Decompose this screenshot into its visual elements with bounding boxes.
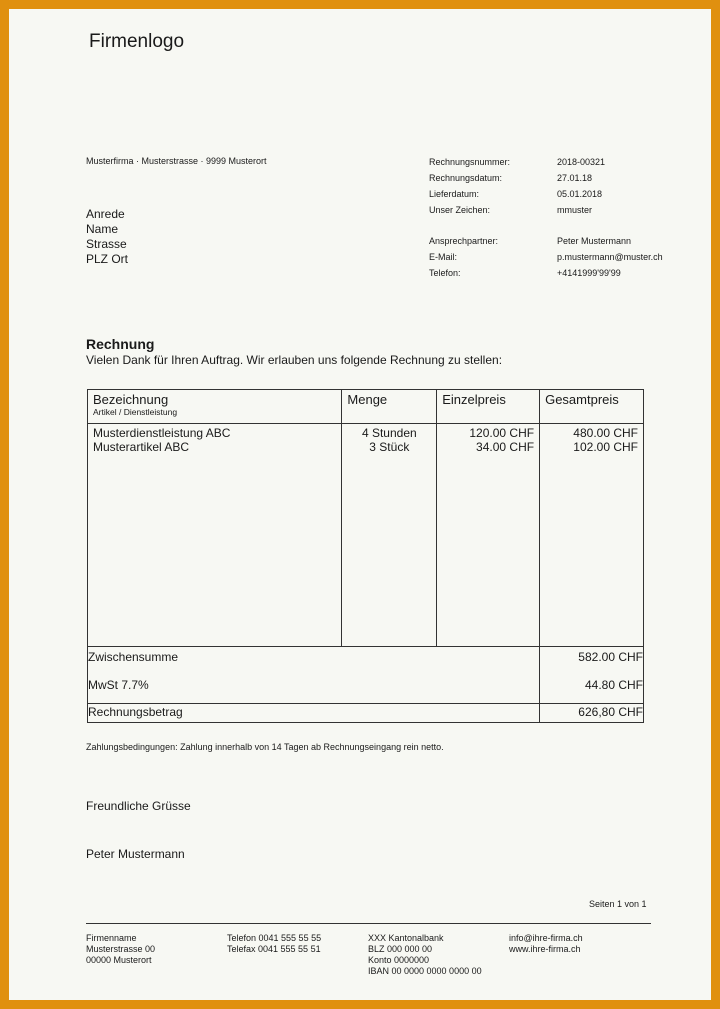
subtotal-values bbox=[540, 647, 644, 704]
total-column bbox=[540, 424, 644, 647]
table-body-row bbox=[88, 424, 644, 647]
grand-total-row bbox=[88, 704, 644, 723]
invoice-items-table bbox=[87, 389, 644, 723]
recipient-line: Anrede bbox=[86, 207, 125, 221]
invoice-intro: Vielen Dank für Ihren Auftrag. Wir erlauben uns folgende Rechnung zu stellen: bbox=[86, 353, 503, 367]
recipient-line: PLZ Ort bbox=[86, 252, 129, 266]
item-description: Musterdienstleistung ABC bbox=[93, 426, 231, 440]
subtotal-value: 582.00 CHF bbox=[578, 650, 643, 664]
footer-email-link[interactable]: info@ihre-firma.ch bbox=[509, 933, 583, 943]
header-description: Bezeichnung Artikel / Dienstleistung bbox=[88, 390, 342, 424]
footer-company: Firmenname Musterstrasse 00 00000 Musterort bbox=[86, 933, 156, 965]
footer-phone: Telefon 0041 555 55 55 Telefax 0041 555 55 51 bbox=[227, 933, 322, 954]
table-header-row bbox=[88, 390, 644, 424]
quantity-column bbox=[342, 424, 437, 647]
item-description: Musterartikel ABC bbox=[93, 440, 190, 454]
vat-value: 44.80 CHF bbox=[584, 678, 643, 692]
footer-website-link[interactable]: www.ihre-firma.ch bbox=[509, 944, 581, 954]
footer-divider bbox=[86, 923, 651, 924]
item-quantity: 4 Stunden bbox=[361, 426, 417, 440]
footer-bank: XXX Kantonalbank BLZ 000 000 00 Konto 0000000 IBAN 00 0000 0000 0000 00 bbox=[368, 933, 482, 976]
item-unit-price: 120.00 CHF bbox=[469, 426, 535, 440]
item-total: 480.00 CHF bbox=[573, 426, 638, 440]
subtotal-label: Zwischensumme bbox=[88, 650, 179, 664]
header-quantity: Menge bbox=[342, 390, 437, 424]
subtotal-labels bbox=[88, 647, 540, 704]
description-column bbox=[88, 424, 342, 647]
company-logo-text: Firmenlogo bbox=[89, 31, 185, 52]
signer-name: Peter Mustermann bbox=[86, 847, 185, 861]
recipient-line: Name bbox=[86, 222, 119, 236]
item-unit-price: 34.00 CHF bbox=[476, 440, 535, 454]
header-total: Gesamtpreis bbox=[540, 390, 644, 424]
grand-total-label: Rechnungsbetrag bbox=[88, 704, 540, 723]
footer-contact bbox=[509, 933, 583, 955]
subtotal-row bbox=[88, 647, 644, 704]
recipient-address bbox=[86, 207, 128, 267]
unit-price-column bbox=[437, 424, 540, 647]
header-unit-price: Einzelpreis bbox=[437, 390, 540, 424]
item-quantity: 3 Stück bbox=[369, 440, 410, 454]
recipient-line: Strasse bbox=[86, 237, 127, 251]
sender-line: Musterfirma · Musterstrasse · 9999 Musterort bbox=[86, 156, 267, 166]
page-number: Seiten 1 von 1 bbox=[589, 899, 647, 909]
invoice-title: Rechnung bbox=[86, 336, 155, 352]
closing-greeting: Freundliche Grüsse bbox=[86, 799, 191, 813]
grand-total-value: 626,80 CHF bbox=[540, 704, 644, 723]
payment-terms: Zahlungsbedingungen: Zahlung innerhalb von 14 Tagen ab Rechnungseingang rein netto. bbox=[86, 742, 444, 752]
item-total: 102.00 CHF bbox=[573, 440, 638, 454]
vat-label: MwSt 7.7% bbox=[88, 678, 149, 692]
invoice-page: Firmenlogo Musterfirma · Musterstrasse · 9999 Musterort Anrede Name Strasse PLZ Ort Rechnungsnummer: 2018-00321 Rechnungsdatum: 27.01.18 Lieferdatum: 05.01.2018 Unser Zeichen: mmuster Ansprechpartner: Peter Mustermann E-Mail: p.mustermann@muster.ch Telefon: +4141999'99'99 Rechnung Vielen Dank für Ihren Auftrag. Wir erlauben uns folgende Rechnung zu stellen: Bezeichnung Artikel / Dienstleistung Menge Einzelpreis Gesamtpreis Musterdienstleistung ABC Musterartikel ABC 4 Stunden 3 Stück 120.00 CHF 34.00 CHF 480.00 CHF 102.00 CHF Zwischensumme MwSt 7.7% 582.00 CHF 44.80 CHF Rechnungsbetrag 626,80 CHF Zahlungsbedingungen: Zahlung innerhalb von 14 Tagen ab Rechnungseingang rein netto. Freundliche Grüsse Peter Mustermann Seiten 1 von 1 Firmenname Musterstrasse 00 00000 Musterort Telefon 0041 555 55 55 Telefax 0041 555 55 51 XXX Kantonalbank BLZ 000 000 00 Konto 0000000 IBAN 00 0000 0000 0000 00 info@ihre-firma.ch www.ihre-firma.ch bbox=[9, 9, 711, 1000]
